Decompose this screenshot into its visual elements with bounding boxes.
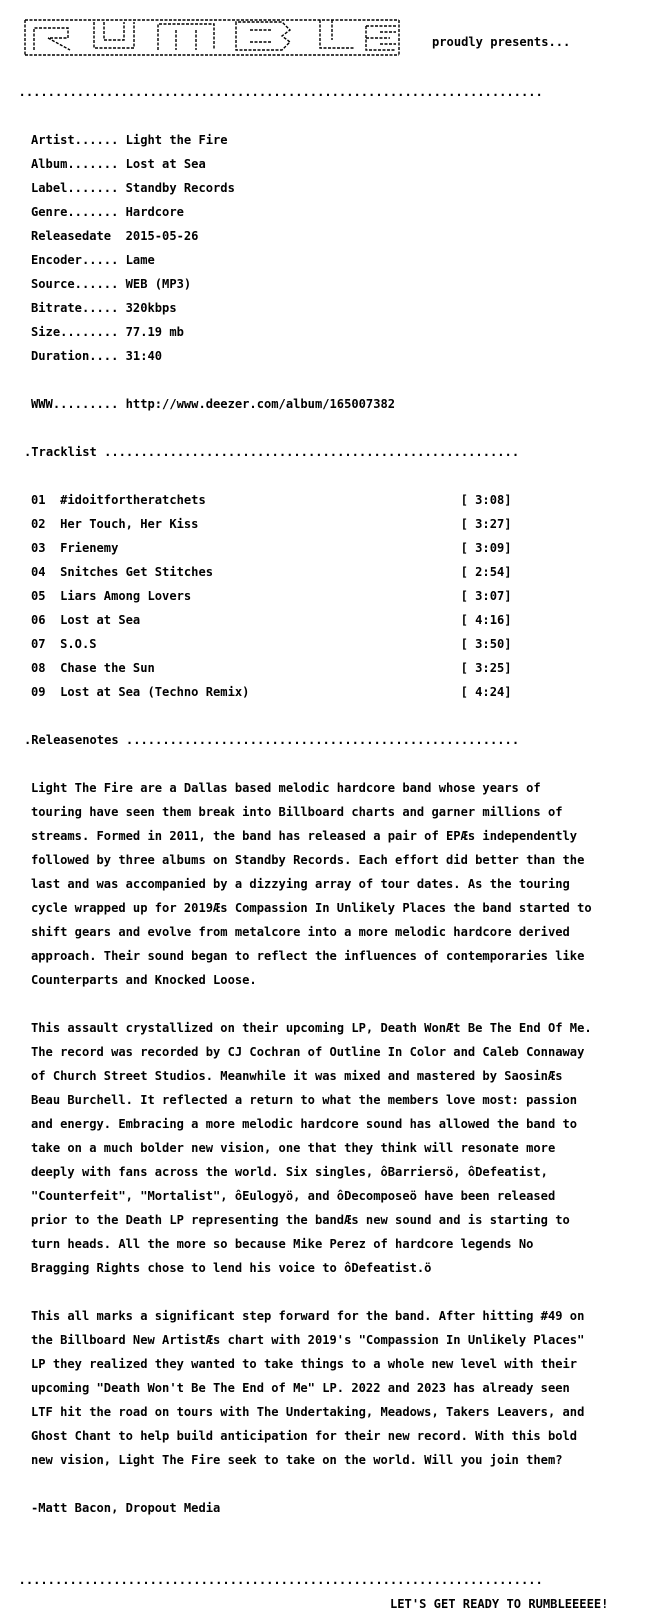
info-line: Encoder..... Lame bbox=[31, 253, 155, 267]
note-line: This assault crystallized on their upcoming LP, Death WonÆt Be The End Of Me. bbox=[31, 1021, 592, 1035]
note-line: and energy. Embracing a more melodic hardcore sound has allowed the band to bbox=[31, 1117, 578, 1131]
info-line: Artist...... Light the Fire bbox=[31, 133, 228, 147]
info-line: Size........ 77.19 mb bbox=[31, 325, 184, 339]
www-line: WWW......... http://www.deezer.com/album/165007382 bbox=[31, 397, 396, 411]
note-line: touring have seen them break into Billboard charts and garner millions of bbox=[31, 805, 563, 819]
track-row: 08 Chase the Sun [ 3:25] bbox=[31, 661, 512, 675]
note-line: streams. Formed in 2011, the band has released a pair of EPÆs independently bbox=[31, 829, 578, 843]
tracklist-heading: .Tracklist ......................................................... bbox=[24, 445, 520, 459]
note-line: Beau Burchell. It reflected a return to what the members love most: passion bbox=[31, 1093, 578, 1107]
info-line: Releasedate 2015-05-26 bbox=[31, 229, 199, 243]
info-line: Genre....... Hardcore bbox=[31, 205, 184, 219]
info-line: Album....... Lost at Sea bbox=[31, 157, 206, 171]
presents-text: proudly presents... bbox=[432, 35, 571, 49]
note-line: upcoming "Death Won't Be The End of Me" LP. 2022 and 2023 has already seen bbox=[31, 1381, 570, 1395]
info-line: Bitrate..... 320kbps bbox=[31, 301, 177, 315]
divider: ........................................................................ bbox=[4, 85, 543, 99]
info-line: Source...... WEB (MP3) bbox=[31, 277, 192, 291]
note-line: LTF hit the road on tours with The Undertaking, Meadows, Takers Leavers, and bbox=[31, 1405, 585, 1419]
note-line: take on a much bolder new vision, one that they think will resonate more bbox=[31, 1141, 556, 1155]
note-line: approach. Their sound began to reflect the influences of contemporaries like bbox=[31, 949, 585, 963]
track-row: 03 Frienemy [ 3:09] bbox=[31, 541, 512, 555]
track-row: 01 #idoitfortheratchets [ 3:08] bbox=[31, 493, 512, 507]
note-line: deeply with fans across the world. Six singles, ôBarriersö, ôDefeatist, bbox=[31, 1165, 548, 1179]
note-line: "Counterfeit", "Mortalist", ôEulogyö, and ôDecomposeö have been released bbox=[31, 1189, 556, 1203]
signature: -Matt Bacon, Dropout Media bbox=[31, 1501, 221, 1515]
nfo-document bbox=[4, 14, 608, 1622]
note-line: Ghost Chant to help build anticipation for their new record. With this bold bbox=[31, 1429, 578, 1443]
note-line: last and was accompanied by a dizzying array of tour dates. As the touring bbox=[31, 877, 570, 891]
footer-slogan: LET'S GET READY TO RUMBLEEEEE! bbox=[390, 1597, 609, 1611]
releasenotes-heading: .Releasenotes ...................................................... bbox=[24, 733, 520, 747]
track-row: 09 Lost at Sea (Techno Remix) [ 4:24] bbox=[31, 685, 512, 699]
note-line: The record was recorded by CJ Cochran of Outline In Color and Caleb Connaway bbox=[31, 1045, 585, 1059]
info-line: Duration.... 31:40 bbox=[31, 349, 163, 363]
note-line: new vision, Light The Fire seek to take on the world. Will you join them? bbox=[31, 1453, 563, 1467]
note-line: cycle wrapped up for 2019Æs Compassion In Unlikely Places the band started to bbox=[31, 901, 592, 915]
note-line: followed by three albums on Standby Records. Each effort did better than the bbox=[31, 853, 585, 867]
note-line: Counterparts and Knocked Loose. bbox=[31, 973, 257, 987]
note-line: This all marks a significant step forward for the band. After hitting #49 on bbox=[31, 1309, 585, 1323]
note-line: Light The Fire are a Dallas based melodic hardcore band whose years of bbox=[31, 781, 541, 795]
note-line: Bragging Rights chose to lend his voice to ôDefeatist.ö bbox=[31, 1261, 432, 1275]
note-line: LP they realized they wanted to take things to a whole new level with their bbox=[31, 1357, 578, 1371]
note-line: prior to the Death LP representing the bandÆs new sound and is starting to bbox=[31, 1213, 570, 1227]
track-row: 06 Lost at Sea [ 4:16] bbox=[31, 613, 512, 627]
note-line: shift gears and evolve from metalcore into a more melodic hardcore derived bbox=[31, 925, 570, 939]
track-row: 04 Snitches Get Stitches [ 2:54] bbox=[31, 565, 512, 579]
note-line: the Billboard New ArtistÆs chart with 2019's "Compassion In Unlikely Places" bbox=[31, 1333, 585, 1347]
info-line: Label....... Standby Records bbox=[31, 181, 235, 195]
note-line: turn heads. All the more so because Mike Perez of hardcore legends No bbox=[31, 1237, 534, 1251]
track-row: 02 Her Touch, Her Kiss [ 3:27] bbox=[31, 517, 512, 531]
divider: ........................................................................ bbox=[4, 1573, 543, 1587]
track-row: 07 S.O.S [ 3:50] bbox=[31, 637, 512, 651]
track-row: 05 Liars Among Lovers [ 3:07] bbox=[31, 589, 512, 603]
note-line: of Church Street Studios. Meanwhile it was mixed and mastered by SaosinÆs bbox=[31, 1069, 563, 1083]
